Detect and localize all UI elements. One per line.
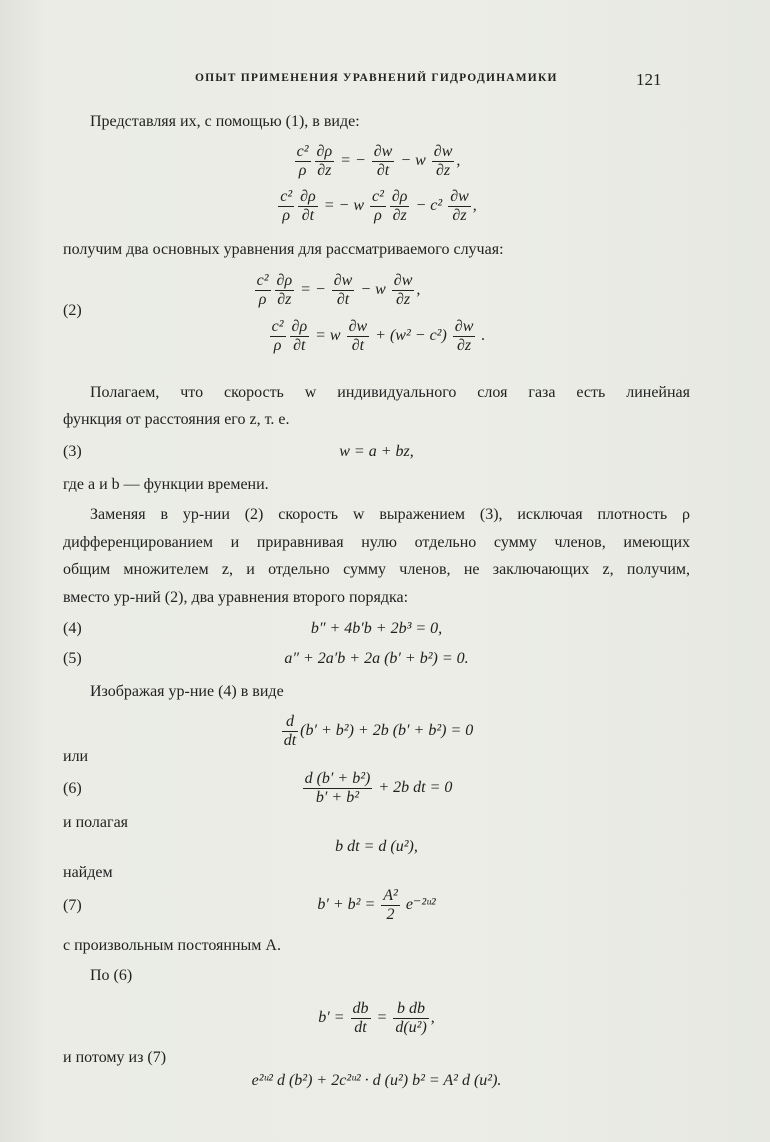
equation-fraction: [290, 318, 310, 355]
equation-term: b″ + 4b′b + 2b³ = 0,: [310, 620, 443, 637]
fraction-numerator: ∂ρ: [300, 188, 316, 205]
fraction-numerator: b db: [393, 1000, 428, 1019]
fraction-denominator: ρ: [298, 162, 307, 179]
fraction-denominator: ∂t: [336, 291, 350, 308]
equation-term: = w: [311, 327, 345, 345]
paragraph-line: Представляя их, с помощью (1), в виде:: [90, 113, 360, 130]
fraction-numerator: ∂w: [454, 318, 474, 335]
fraction-numerator: db: [352, 1000, 369, 1017]
fraction-numerator: ∂w: [450, 188, 469, 205]
equation-number: (5): [63, 650, 82, 667]
paragraph-line: Заменяя в ур-нии (2) скорость w выражением (3), исключая плотность ρ: [90, 506, 690, 523]
fraction-denominator: dt: [283, 732, 297, 749]
running-title: ОПЫТ ПРИМЕНЕНИЯ УРАВНЕНИЙ ГИДРОДИНАМИКИ: [195, 72, 558, 84]
equation-term: b′ =: [318, 1009, 349, 1027]
equation-number: (6): [63, 780, 82, 797]
equation-term: − c²: [411, 197, 447, 215]
paragraph-line: общим множителем z, и отдельно сумму членов, не заключающих z, получим,: [63, 561, 690, 578]
equation-fraction: [448, 188, 471, 225]
equation-number: (4): [63, 620, 82, 637]
equation-term: e²ᵘ² d (b²) + 2c²ᵘ² · d (u²) b² = A² d (u²).: [251, 1072, 502, 1089]
fraction-numerator: c²: [271, 318, 284, 335]
equation-term: b′ + b² =: [317, 896, 380, 914]
fraction-numerator: ∂ρ: [391, 188, 408, 205]
equation-fraction: [432, 143, 455, 180]
equation: [63, 318, 690, 355]
fraction-denominator: ∂t: [293, 337, 306, 354]
equation-term: ,: [430, 1009, 435, 1027]
fraction-denominator: ∂t: [351, 337, 365, 354]
paragraph-line: найдем: [63, 864, 113, 881]
equation-fraction: [347, 318, 370, 355]
equation-term: = − w: [319, 197, 368, 215]
equation: [63, 272, 690, 309]
equation-fraction: [298, 188, 318, 225]
equation: [63, 1000, 690, 1037]
fraction-denominator: ∂z: [457, 337, 472, 354]
equation-term: a″ + 2a′b + 2a (b′ + b²) = 0.: [284, 650, 469, 667]
fraction-denominator: ∂z: [317, 162, 332, 179]
paragraph-line: Полагаем, что скорость w индивидуального слоя газа есть линейная: [90, 384, 690, 401]
fraction-denominator: d(u²): [395, 1019, 427, 1036]
equation-term: =: [372, 1009, 392, 1027]
equation-number: (2): [63, 302, 82, 319]
fraction-denominator: b′ + b²: [315, 789, 360, 806]
fraction-denominator: ∂z: [396, 291, 411, 308]
equation-fraction: [282, 713, 298, 750]
fraction-denominator: ρ: [282, 207, 291, 224]
equation: [63, 188, 690, 225]
fraction-denominator: 2: [386, 906, 395, 923]
fraction-denominator: ∂z: [392, 207, 407, 224]
fraction-denominator: ρ: [258, 291, 267, 308]
equation-fraction: [332, 272, 355, 309]
equation-term: − w: [356, 281, 390, 299]
equation-term: .: [477, 327, 486, 345]
fraction-denominator: ∂z: [452, 207, 467, 224]
equation: [63, 143, 690, 180]
equation-fraction: [351, 1000, 371, 1037]
equation-term: = −: [296, 281, 330, 299]
equation-fraction: [392, 272, 415, 309]
equation-term: (b′ + b²) + 2b (b′ + b²) = 0: [300, 722, 474, 740]
fraction-numerator: ∂w: [333, 272, 353, 289]
paragraph-line: вместо ур-ний (2), два уравнения второго порядка:: [63, 589, 409, 606]
equation-term: b dt = d (u²),: [335, 838, 418, 855]
equation-term: ,: [472, 197, 477, 215]
page-number: 121: [636, 70, 662, 89]
equation: [63, 1072, 690, 1090]
fraction-numerator: A²: [383, 887, 398, 904]
equation-number: (7): [63, 897, 82, 914]
equation-fraction: [370, 188, 386, 225]
fraction-numerator: c²: [296, 143, 309, 160]
equation-fraction: [303, 770, 373, 807]
equation: [63, 443, 690, 461]
paragraph-line: дифференцированием и приравнивая нулю отдельно сумму членов, имеющих: [63, 534, 690, 551]
equation-fraction: [275, 272, 295, 309]
equation-number: (3): [63, 443, 82, 460]
fraction-denominator: dt: [354, 1019, 367, 1036]
fraction-denominator: ρ: [374, 207, 382, 224]
equation-fraction: [393, 1000, 428, 1037]
paragraph-line: функция от расстояния его z, т. е.: [63, 411, 290, 428]
fraction-denominator: ∂t: [301, 207, 315, 224]
paragraph-line: и полагая: [63, 814, 129, 831]
equation-term: ,: [456, 152, 461, 170]
equation: [63, 620, 690, 638]
equation-term: + 2b dt = 0: [374, 779, 453, 797]
equation-term: = −: [336, 152, 370, 170]
fraction-numerator: d: [282, 713, 298, 732]
equation-fraction: [453, 318, 476, 355]
equation-fraction: [315, 143, 335, 180]
fraction-denominator: ρ: [273, 337, 282, 354]
fraction-numerator: ∂ρ: [291, 318, 308, 335]
equation-fraction: [381, 887, 400, 924]
fraction-denominator: ∂t: [376, 162, 390, 179]
equation-fraction: [255, 272, 271, 309]
equation-fraction: [278, 188, 294, 225]
paragraph-line: По (6): [90, 967, 133, 984]
equation-fraction: [372, 143, 395, 180]
equation-fraction: [270, 318, 286, 355]
fraction-numerator: c²: [280, 188, 293, 205]
equation-fraction: [390, 188, 410, 225]
fraction-numerator: ∂w: [433, 143, 453, 160]
paragraph-line: получим два основных уравнения для рассматриваемого случая:: [63, 241, 504, 258]
paragraph-line: где a и b — функции времени.: [63, 476, 269, 493]
fraction-numerator: ∂ρ: [316, 143, 333, 160]
equation-fraction: [295, 143, 311, 180]
fraction-numerator: ∂w: [373, 143, 393, 160]
fraction-numerator: c²: [256, 272, 269, 289]
fraction-numerator: ∂w: [393, 272, 413, 289]
equation-term: e⁻²ᵘ²: [401, 896, 436, 914]
fraction-numerator: ∂w: [348, 318, 368, 335]
equation-term: − w: [396, 152, 430, 170]
equation-term: + (w² − c²): [371, 327, 451, 345]
fraction-numerator: ∂ρ: [276, 272, 293, 289]
paragraph-line: с произвольным постоянным A.: [63, 937, 281, 954]
equation: [63, 770, 690, 807]
paragraph-line: и потому из (7): [63, 1049, 167, 1066]
equation: [63, 650, 690, 668]
fraction-numerator: c²: [371, 188, 384, 205]
paragraph-line: Изображая ур-ние (4) в виде: [90, 683, 284, 700]
paragraph-line: или: [63, 748, 89, 765]
equation-term: w = a + bz,: [339, 443, 414, 460]
equation: [63, 713, 690, 750]
fraction-denominator: ∂z: [436, 162, 451, 179]
fraction-numerator: d (b′ + b²): [304, 770, 371, 787]
equation: [63, 887, 690, 924]
fraction-denominator: ∂z: [277, 291, 292, 308]
equation: [63, 838, 690, 856]
equation-term: ,: [416, 281, 421, 299]
